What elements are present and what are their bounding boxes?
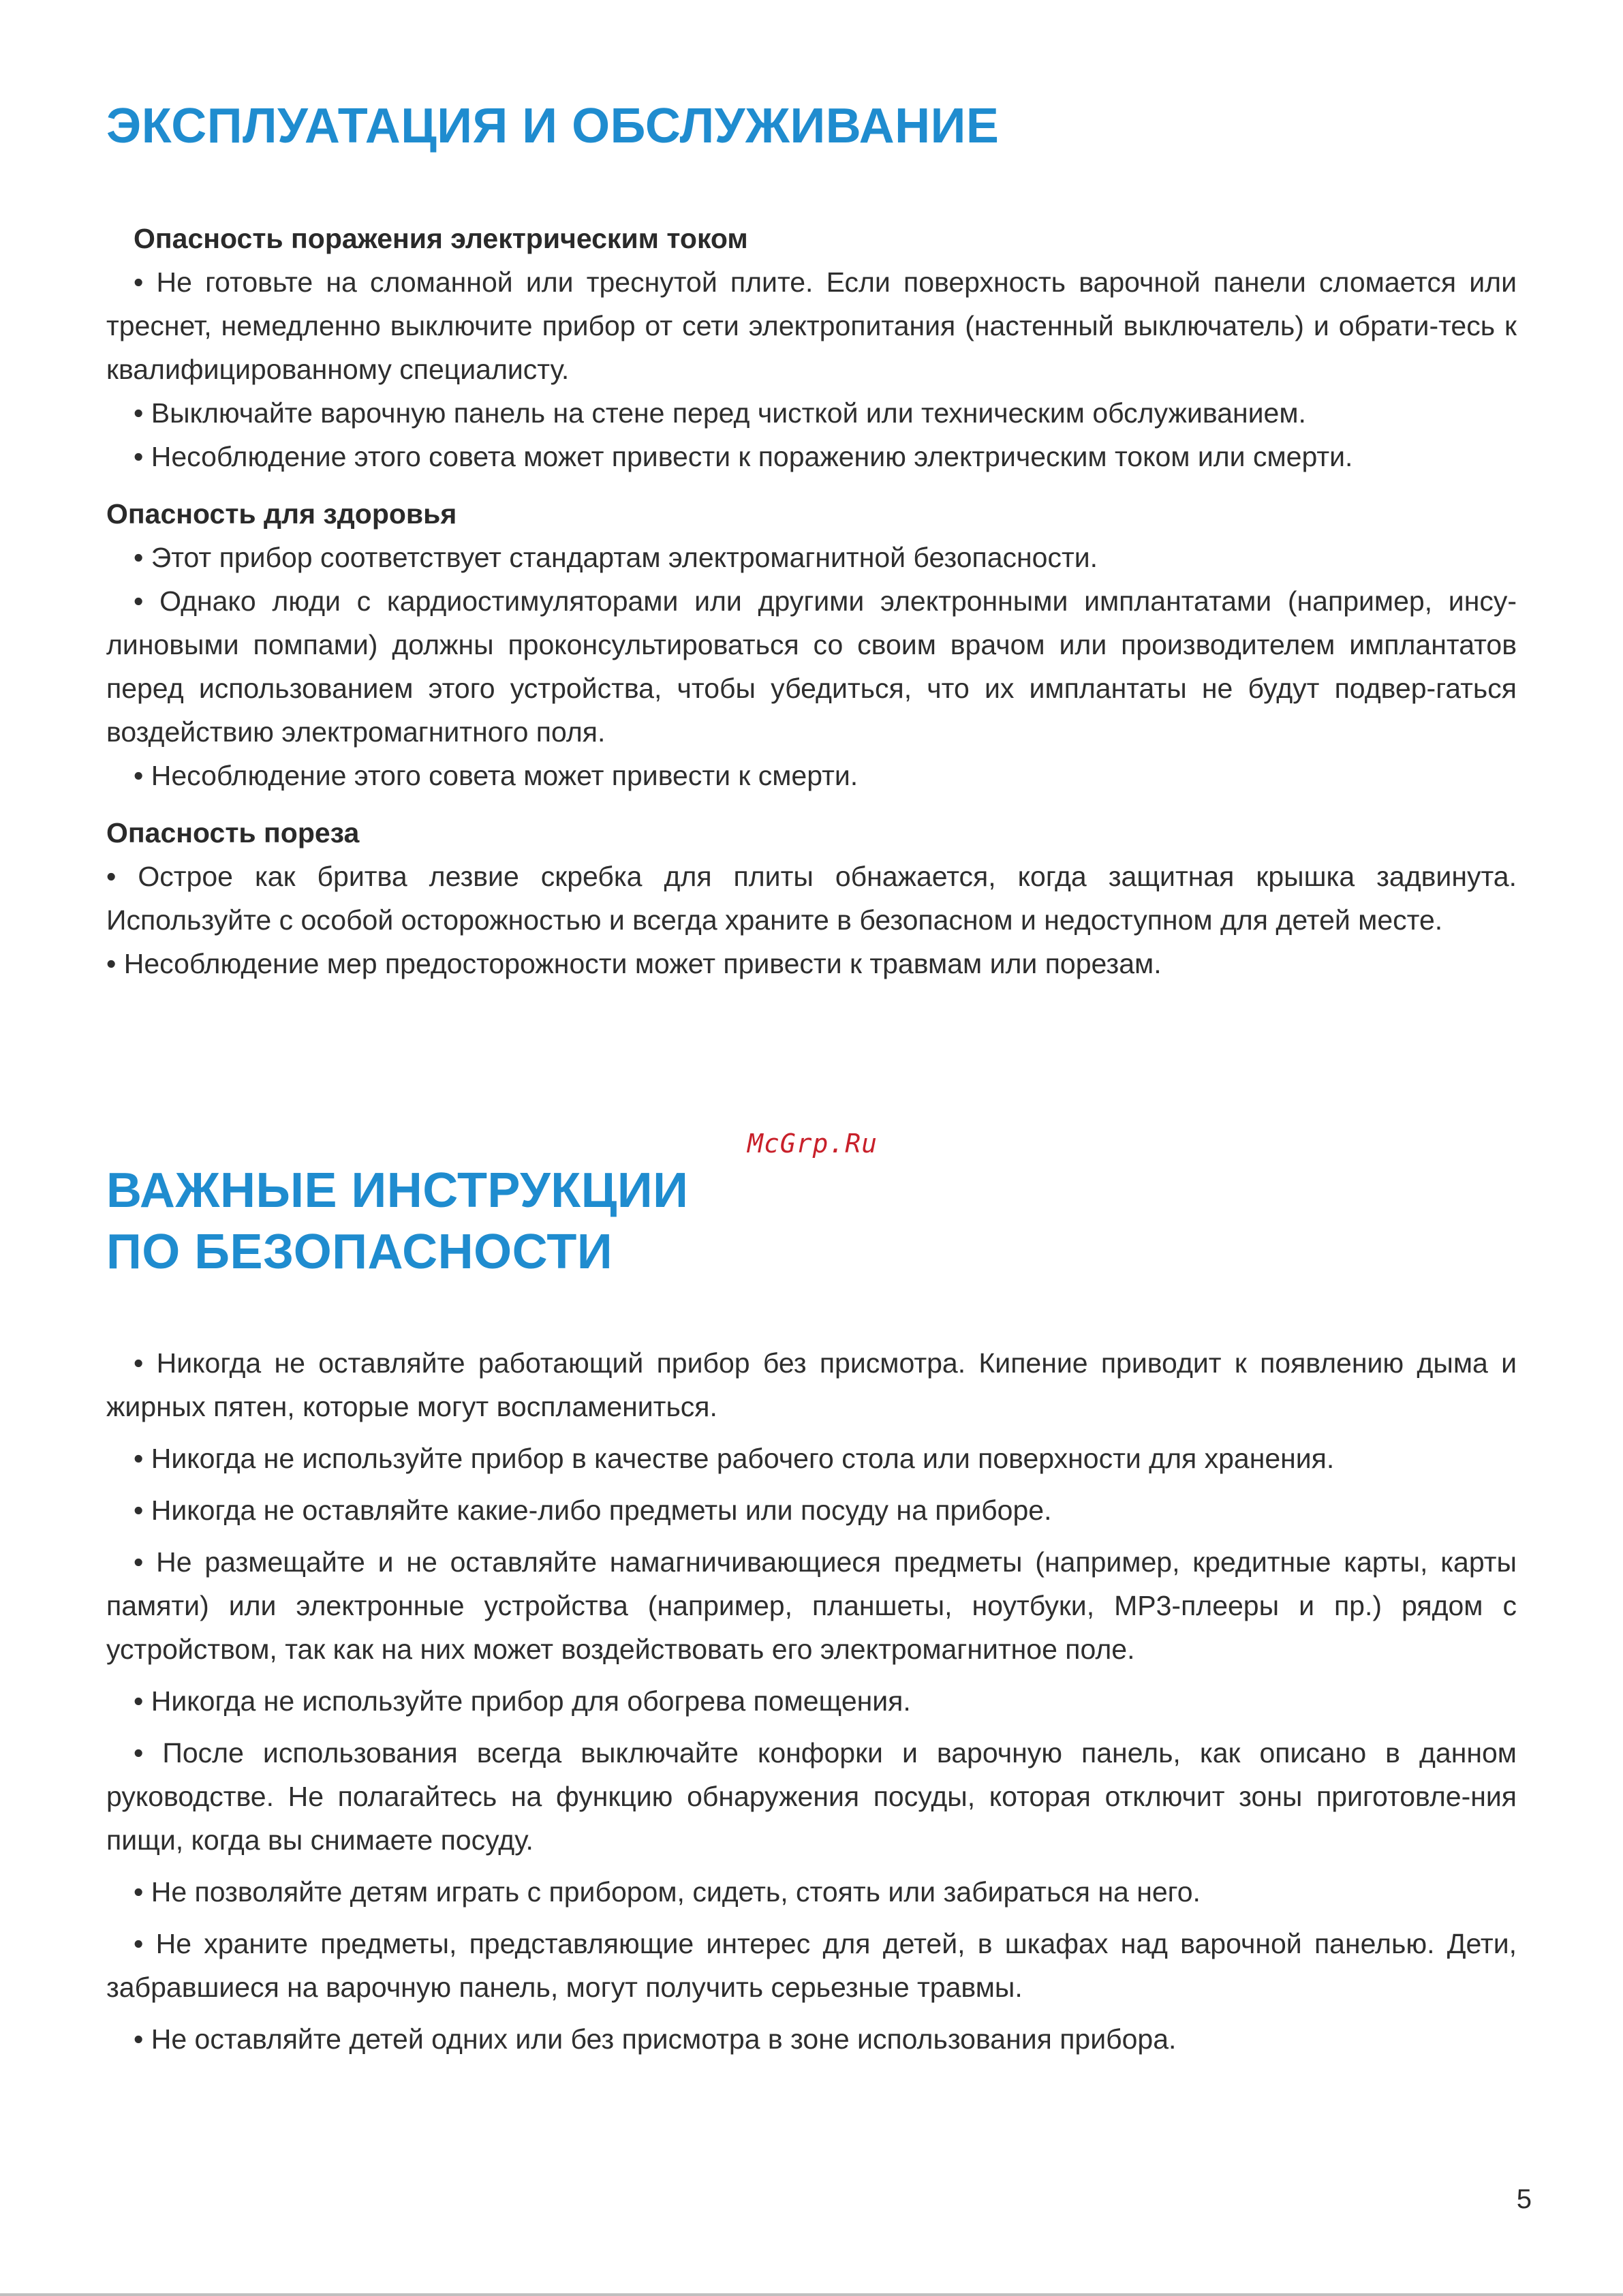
safety-title-line-1: ВАЖНЫЕ ИНСТРУКЦИИ <box>106 1163 689 1218</box>
electric-item-3: • Несоблюдение этого совета может привести к поражению электрическим током или смерти. <box>134 441 1353 472</box>
safety-item-7: • Не позволяйте детям играть с прибором, сидеть, стоять или забираться на него. <box>134 1876 1201 1908</box>
safety-item-6: • После использования всегда выключайте конфорки и варочную панель, как описано в данном руководстве. Не полагайтесь на функцию обнаружения посуды, которая отключит зоны приготовле-ния пищи, когда вы снимаете посуду. <box>106 1737 1517 1856</box>
operation-section <box>106 217 1517 985</box>
cut-item-2: • Несоблюдение мер предосторожности может привести к травмам или порезам. <box>106 948 1162 979</box>
health-item-3: • Несоблюдение этого совета может привести к смерти. <box>134 760 859 791</box>
cut-item-1: • Острое как бритва лезвие скребка для плиты обнажается, когда защитная крышка задвинута. Используйте с особой осторожностью и всегда храните в безопасном и недоступном для детей месте. <box>106 861 1517 936</box>
page-number: 5 <box>1516 2184 1532 2214</box>
health-item-1: • Этот прибор соответствует стандартам электромагнитной безопасности. <box>134 542 1098 573</box>
safety-item-2: • Никогда не используйте прибор в качестве рабочего стола или поверхности для хранения. <box>134 1443 1335 1474</box>
safety-section <box>106 1341 1517 2069</box>
safety-item-3: • Никогда не оставляйте какие-либо предметы или посуду на приборе. <box>134 1495 1052 1526</box>
page-bottom-divider <box>0 2293 1623 2296</box>
section-title-operation: ЭКСПЛУАТАЦИЯ И ОБСЛУЖИВАНИЕ <box>106 99 1000 153</box>
safety-title-line-2: ПО БЕЗОПАСНОСТИ <box>106 1225 613 1279</box>
electric-item-2: • Выключайте варочную панель на стене перед чисткой или техническим обслуживанием. <box>134 397 1306 429</box>
safety-item-1: • Никогда не оставляйте работающий прибор без присмотра. Кипение приводит к появлению дыма и жирных пятен, которые могут воспламениться. <box>106 1347 1517 1422</box>
health-heading: Опасность для здоровья <box>106 498 457 530</box>
electric-heading: Опасность поражения электрическим током <box>134 223 748 254</box>
health-item-2: • Однако люди с кардиостимуляторами или другими электронными имплантатами (например, инсу-линовыми помпами) должны проконсультироваться со своим врачом или производителем имплантатов перед использованием этого устройства, чтобы убедиться, что их имплантаты не будут подвер-гаться воздействию электромагнитного поля. <box>106 585 1517 748</box>
safety-item-8: • Не храните предметы, представляющие интерес для детей, в шкафах над варочной панелью. Дети, забравшиеся на варочную панель, могут получить серьезные травмы. <box>106 1928 1517 2003</box>
electric-item-1: • Не готовьте на сломанной или треснутой плите. Если поверхность варочной панели сломается или треснет, немедленно выключите прибор от сети электропитания (настенный выключатель) и обрати-тесь к квалифицированному специалисту. <box>106 266 1517 385</box>
safety-item-4: • Не размещайте и не оставляйте намагничивающиеся предметы (например, кредитные карты, карты памяти) или электронные устройства (например, планшеты, ноутбуки, MP3-плееры и пр.) рядом с устройством, так как на них может воздействовать его электромагнитное поле. <box>106 1546 1517 1665</box>
watermark: McGrp.Ru <box>747 1129 878 1159</box>
cut-heading: Опасность пореза <box>106 817 360 848</box>
safety-item-5: • Никогда не используйте прибор для обогрева помещения. <box>134 1685 911 1717</box>
safety-item-9: • Не оставляйте детей одних или без присмотра в зоне использования прибора. <box>134 2023 1177 2055</box>
section-title-safety <box>106 1160 688 1283</box>
